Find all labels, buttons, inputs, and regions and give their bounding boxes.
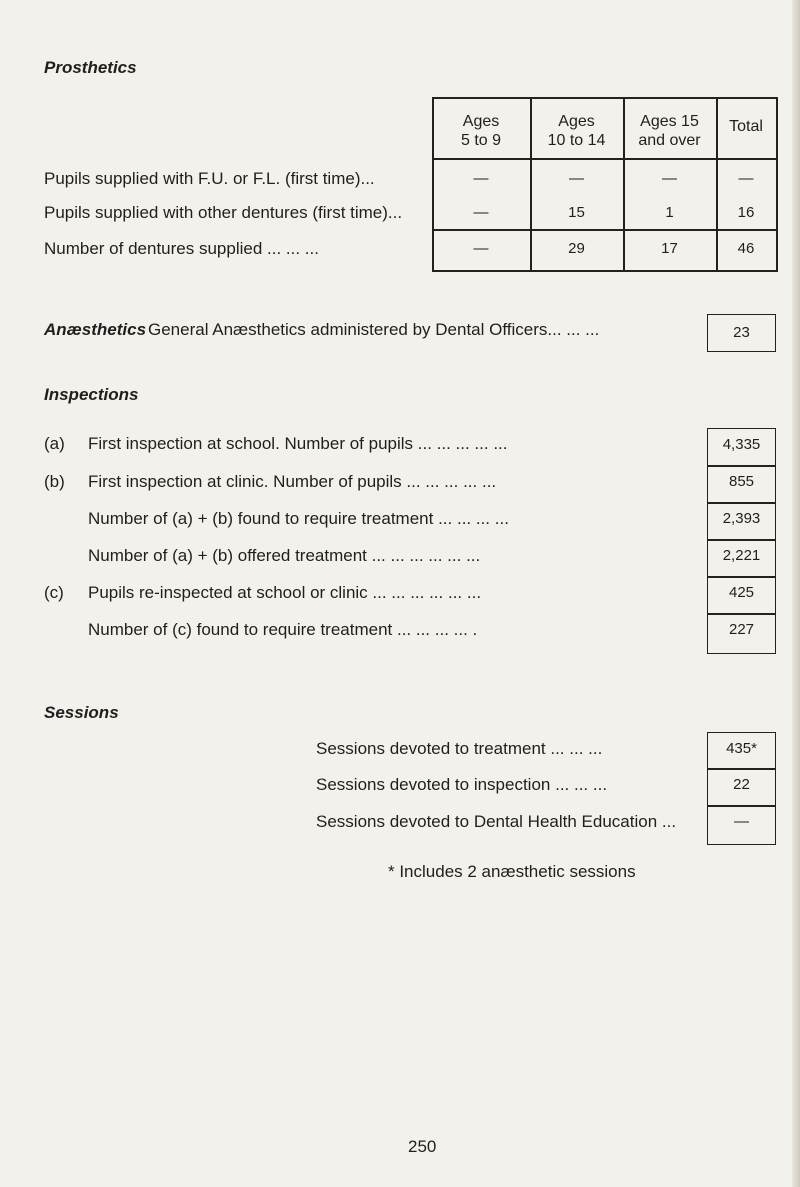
anaesthetics-label: General Anæsthetics administered by Dental Officers... ... ... [148,320,600,339]
divider [707,613,776,615]
row-label: Number of dentures supplied ... ... ... [44,239,319,258]
table-cell: 17 [661,240,678,257]
table-cell: — [569,170,584,187]
inspection-label: First inspection at school. Number of pupils ... ... ... ... ... [88,434,508,453]
divider [707,768,776,770]
section-title-prosthetics: Prosthetics [44,58,137,77]
column-header-ages-10-14: Ages 10 to 14 [547,113,606,149]
inspection-value: 2,221 [722,547,761,564]
session-value: 22 [733,776,750,793]
inspection-value: 4,335 [722,436,761,453]
table-col-border [776,97,778,272]
inspection-value: 2,393 [722,510,761,527]
inspection-label: Number of (a) + (b) found to require treatment ... ... ... ... [88,509,509,528]
inspection-label: Pupils re-inspected at school or clinic ... ... ... ... ... ... [88,583,482,602]
table-cell: 29 [568,240,585,257]
table-cell: — [473,170,489,187]
divider [707,805,776,807]
session-label: Sessions devoted to Dental Health Education ... [316,812,677,831]
page-number: 250 [408,1137,437,1156]
table-row-border [432,229,777,231]
inspection-value: 855 [728,473,755,490]
column-header-total: Total [729,118,763,135]
sessions-footnote: * Includes 2 anæsthetic sessions [388,862,636,881]
table-cell: — [738,170,754,187]
page-edge [792,0,800,1187]
table-cell: — [473,240,489,257]
divider [707,465,776,467]
divider [707,539,776,541]
row-label: Pupils supplied with F.U. or F.L. (first time)... [44,169,375,188]
section-title-sessions: Sessions [44,703,119,722]
anaesthetics-value: 23 [707,314,776,352]
table-bottom-border [432,270,777,272]
section-title-anaesthetics: Anæsthetics [44,320,147,339]
table-cell: 15 [568,204,585,221]
column-header-ages-5-9: Ages 5 to 9 [460,113,502,149]
table-top-border [432,97,777,99]
table-cell: — [473,204,489,221]
table-cell: 16 [737,204,755,221]
inspection-label: Number of (c) found to require treatment ... ... ... ... . [88,620,478,639]
session-label: Sessions devoted to inspection ... ... ... [316,775,608,794]
inspection-label: First inspection at clinic. Number of pupils ... ... ... ... ... [88,472,497,491]
column-header-ages-15-over: Ages 15 and over [638,113,701,149]
inspection-prefix: (c) [44,583,64,602]
session-value: 435* [726,740,757,757]
inspection-prefix: (b) [44,472,65,491]
section-title-inspections: Inspections [44,385,139,404]
row-label: Pupils supplied with other dentures (first time)... [44,203,403,222]
inspection-label: Number of (a) + (b) offered treatment ... ... ... ... ... ... [88,546,481,565]
inspection-prefix: (a) [44,434,65,453]
inspection-value: 227 [728,621,755,638]
session-label: Sessions devoted to treatment ... ... ... [316,739,603,758]
divider [707,502,776,504]
table-header-border [432,158,777,160]
inspection-value: 425 [728,584,755,601]
table-cell: — [662,170,677,187]
table-cell: 1 [665,204,674,221]
session-value: — [734,813,749,830]
table-cell: 46 [737,240,755,257]
divider [707,576,776,578]
